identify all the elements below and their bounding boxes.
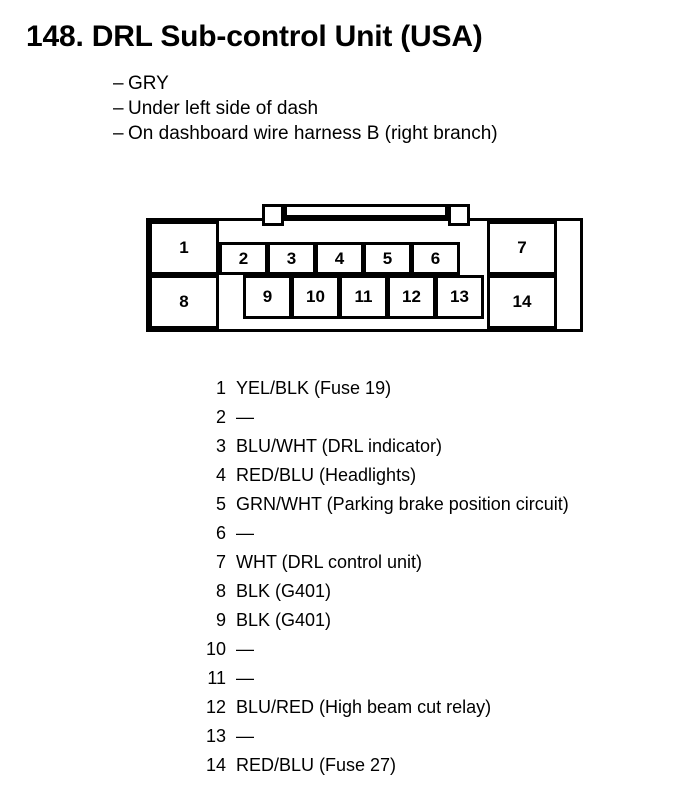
- legend-item: [196, 581, 569, 610]
- legend-pin-number: 5: [215, 494, 226, 514]
- dash-bullet-icon: –: [113, 73, 124, 94]
- connector-pin-1: 1: [149, 221, 219, 275]
- connector-pin-10: 10: [291, 275, 340, 319]
- legend-pin-number: 12: [205, 697, 226, 717]
- connector-pin-11: 11: [339, 275, 388, 319]
- dash-bullet-icon: –: [113, 123, 124, 144]
- legend-pin-description: —: [236, 523, 254, 543]
- legend-item: [196, 610, 569, 639]
- legend-item: [196, 378, 569, 407]
- legend-pin-number: 8: [215, 581, 226, 601]
- legend-pin-description: RED/BLU (Headlights): [236, 465, 417, 485]
- legend-pin-description: YEL/BLK (Fuse 19): [236, 378, 392, 398]
- legend-pin-description: —: [236, 639, 254, 659]
- connector-tab-left: [262, 204, 284, 226]
- legend-item: [196, 494, 569, 523]
- legend-pin-description: BLK (G401): [236, 610, 332, 630]
- legend-pin-description: RED/BLU (Fuse 27): [236, 755, 397, 775]
- connector-pin-3: 3: [267, 242, 316, 275]
- note-text: Under left side of dash: [128, 98, 319, 119]
- legend-pin-description: —: [236, 726, 254, 746]
- notes-list: [113, 71, 498, 146]
- pin-legend: [196, 378, 569, 784]
- legend-pin-number: 14: [205, 755, 226, 775]
- legend-item: [196, 436, 569, 465]
- connector-tab-right: [448, 204, 470, 226]
- connector-pin-12: 12: [387, 275, 436, 319]
- connector-pin-7: 7: [487, 221, 557, 275]
- connector-pin-8: 8: [149, 275, 219, 329]
- legend-pin-description: BLU/WHT (DRL indicator): [236, 436, 443, 456]
- connector-pin-5: 5: [363, 242, 412, 275]
- connector-pin-6: 6: [411, 242, 460, 275]
- legend-pin-number: 2: [215, 407, 226, 427]
- legend-pin-description: —: [236, 668, 254, 688]
- note-item: [113, 96, 498, 121]
- legend-pin-number: 13: [205, 726, 226, 746]
- legend-pin-number: 3: [215, 436, 226, 456]
- connector-pin-14: 14: [487, 275, 557, 329]
- note-item: [113, 71, 498, 96]
- dash-bullet-icon: –: [113, 98, 124, 119]
- connector-pin-9: 9: [243, 275, 292, 319]
- legend-pin-number: 7: [215, 552, 226, 572]
- legend-item: [196, 407, 569, 436]
- connector-pin-4: 4: [315, 242, 364, 275]
- legend-item: [196, 755, 569, 784]
- page-title: 148. DRL Sub-control Unit (USA): [26, 20, 483, 53]
- legend-item: [196, 523, 569, 552]
- note-text: GRY: [128, 73, 169, 94]
- legend-item: [196, 639, 569, 668]
- connector-pin-2: 2: [219, 242, 268, 275]
- legend-item: [196, 697, 569, 726]
- legend-pin-number: 1: [215, 378, 226, 398]
- note-text: On dashboard wire harness B (right branch): [128, 123, 498, 144]
- legend-pin-description: GRN/WHT (Parking brake position circuit): [236, 494, 569, 514]
- note-item: [113, 121, 498, 146]
- legend-item: [196, 552, 569, 581]
- connector-pin-13: 13: [435, 275, 484, 319]
- legend-pin-number: 6: [215, 523, 226, 543]
- legend-item: [196, 465, 569, 494]
- legend-pin-number: 10: [205, 639, 226, 659]
- legend-pin-number: 4: [215, 465, 226, 485]
- legend-pin-description: —: [236, 407, 254, 427]
- legend-pin-number: 11: [207, 668, 226, 688]
- legend-pin-description: BLK (G401): [236, 581, 332, 601]
- legend-item: [196, 668, 569, 697]
- connector-tab-middle: [284, 204, 448, 218]
- legend-pin-number: 9: [215, 610, 226, 630]
- legend-pin-description: BLU/RED (High beam cut relay): [236, 697, 492, 717]
- connector-diagram: [146, 204, 583, 332]
- legend-item: [196, 726, 569, 755]
- legend-pin-description: WHT (DRL control unit): [236, 552, 423, 572]
